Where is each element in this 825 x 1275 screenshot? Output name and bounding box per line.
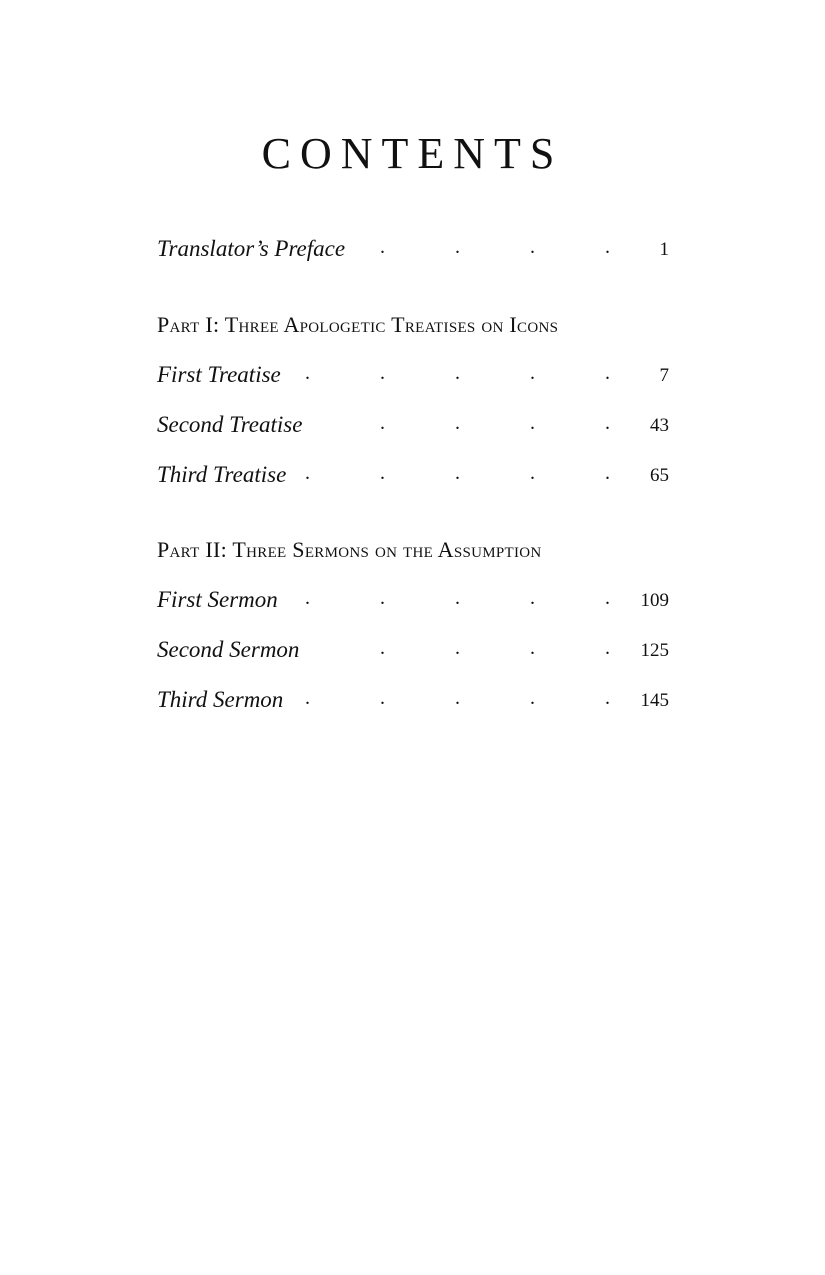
leader-dot: .: [380, 687, 385, 709]
toc-entry-second-sermon: [157, 637, 669, 669]
leader-dot: .: [605, 637, 610, 659]
toc-entry-label: First Sermon: [157, 587, 278, 612]
leader-dot: .: [380, 587, 385, 609]
leader-dot: .: [605, 236, 610, 258]
toc-entry-first-treatise: [157, 362, 669, 394]
leader-dot: .: [380, 462, 385, 484]
leader-dot: .: [455, 462, 460, 484]
leader-dot: .: [380, 236, 385, 258]
leader-dot: .: [605, 687, 610, 709]
leader-dot: .: [455, 412, 460, 434]
toc-page-number: 65: [650, 465, 669, 486]
leader-dot: .: [530, 362, 535, 384]
toc-entry-second-treatise: [157, 412, 669, 444]
toc-entry-label: Second Sermon: [157, 637, 300, 662]
leader-dot: .: [530, 412, 535, 434]
toc-entry-label: First Treatise: [157, 362, 281, 387]
leader-dot: .: [455, 687, 460, 709]
toc-entry-label: Third Treatise: [157, 462, 287, 487]
leader-dot: .: [305, 687, 310, 709]
toc-entry-label: Third Sermon: [157, 687, 284, 712]
leader-dot: .: [455, 362, 460, 384]
leader-dot: .: [305, 462, 310, 484]
leader-dot: .: [455, 587, 460, 609]
leader-dot: .: [530, 587, 535, 609]
leader-dot: .: [380, 362, 385, 384]
part-heading-1: Part I: Three Apologetic Treatises on Icons: [157, 312, 559, 337]
toc-entry-third-sermon: [157, 687, 669, 719]
toc-entry-first-sermon: [157, 587, 669, 619]
leader-dot: .: [305, 362, 310, 384]
leader-dot: .: [530, 236, 535, 258]
leader-dot: .: [530, 687, 535, 709]
toc-page-number: 43: [650, 415, 669, 436]
toc-entry-preface: [157, 236, 669, 268]
toc-entry-label: Translator’s Preface: [157, 236, 346, 261]
leader-dot: .: [605, 412, 610, 434]
toc-entry-third-treatise: [157, 462, 669, 494]
leader-dot: .: [455, 637, 460, 659]
toc-page-number: 125: [640, 640, 669, 661]
leader-dot: .: [605, 462, 610, 484]
leader-dot: .: [530, 462, 535, 484]
toc-page-number: 145: [640, 690, 669, 711]
toc-entry-label: Second Treatise: [157, 412, 303, 437]
leader-dot: .: [605, 587, 610, 609]
leader-dot: .: [530, 637, 535, 659]
leader-dot: .: [380, 412, 385, 434]
toc-page-number: 7: [659, 365, 669, 386]
part-heading-2: Part II: Three Sermons on the Assumption: [157, 537, 542, 562]
page-title: CONTENTS: [261, 129, 564, 178]
leader-dot: .: [305, 587, 310, 609]
leader-dot: .: [380, 637, 385, 659]
leader-dot: .: [455, 236, 460, 258]
toc-page-number: 109: [640, 590, 669, 611]
leader-dot: .: [605, 362, 610, 384]
toc-page-number: 1: [659, 239, 669, 260]
